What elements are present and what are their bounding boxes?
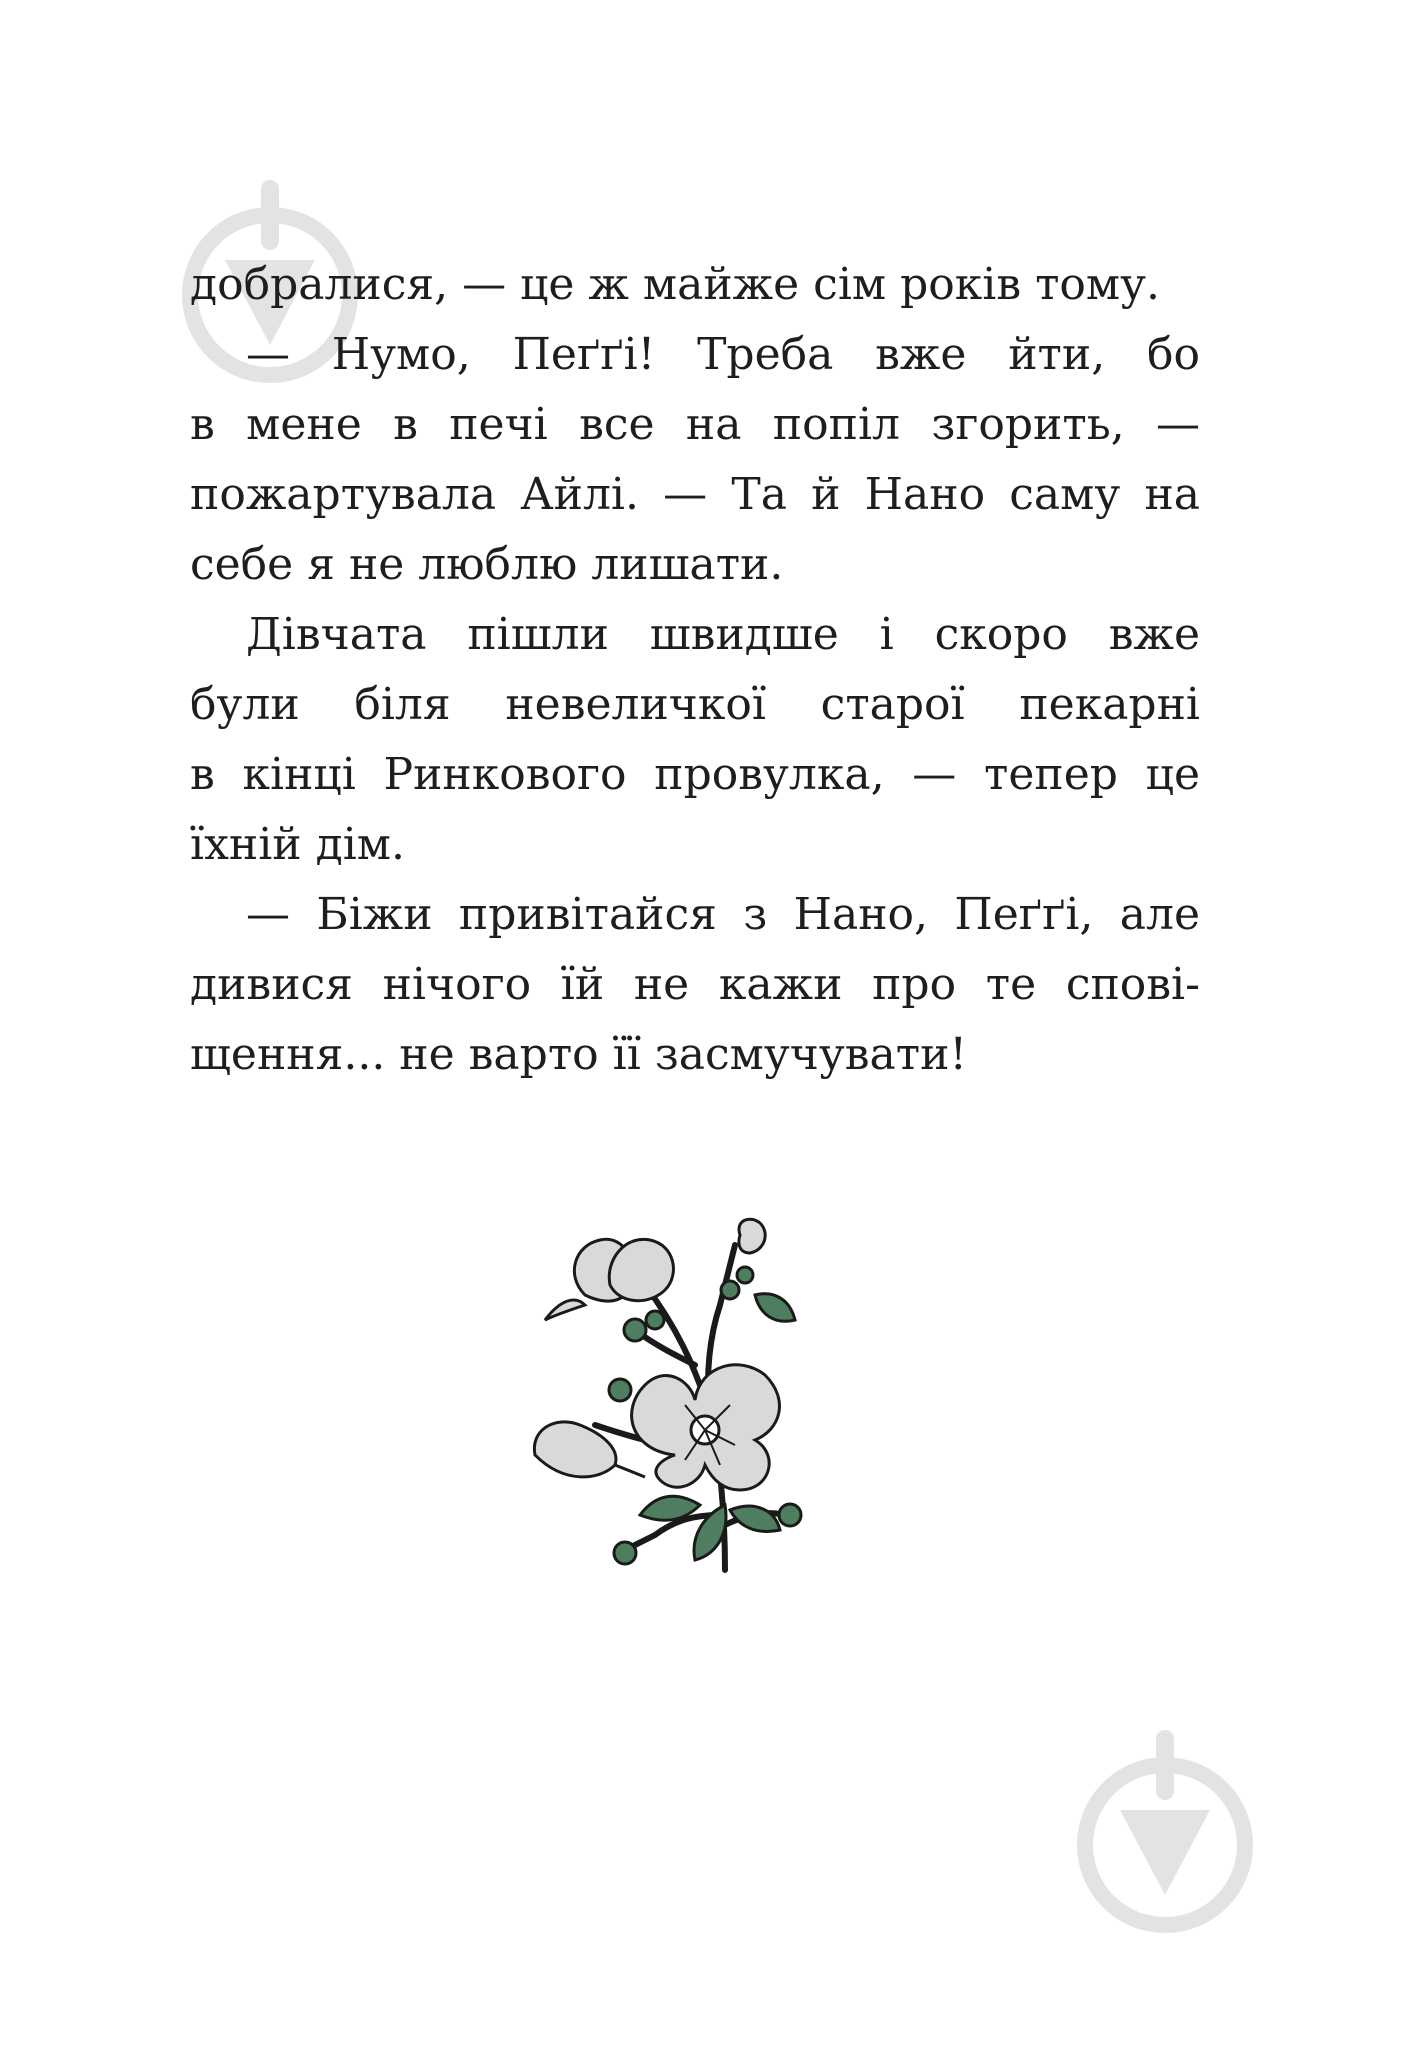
text-line: добралися, — це ж майже сім років тому. (190, 259, 1161, 310)
text-line: себе я не люблю лишати. (190, 539, 784, 590)
body-text (190, 250, 1200, 1090)
text-line: пожартувала Айлі. — Та й Нано саму на (190, 469, 1200, 520)
paragraph-1 (190, 250, 1200, 320)
paragraph-2 (190, 320, 1200, 600)
text-line: їхній дім. (190, 819, 405, 870)
text-line: — Нумо, Пеґґі! Треба вже йти, бо (246, 329, 1200, 380)
text-line: дивися нічого їй не кажи про те сповi- (190, 959, 1200, 1010)
text-line: — Біжи привітайся з Нано, Пеґґі, але (246, 889, 1200, 940)
text-line: щення... не варто її засмучувати! (190, 1029, 968, 1080)
watermark-bottom-icon (1070, 1725, 1260, 1945)
text-line: були біля невеличкої старої пекарні (190, 679, 1200, 730)
paragraph-4 (190, 880, 1200, 1090)
text-line: в мене в печі все на попіл згорить, — (190, 399, 1200, 450)
text-line: в кінці Ринкового провулка, — тепер це (190, 749, 1200, 800)
mallow-flower-illustration (525, 1215, 845, 1575)
paragraph-3 (190, 600, 1200, 880)
text-line: Дівчата пішли швидше і скоро вже (246, 609, 1200, 660)
